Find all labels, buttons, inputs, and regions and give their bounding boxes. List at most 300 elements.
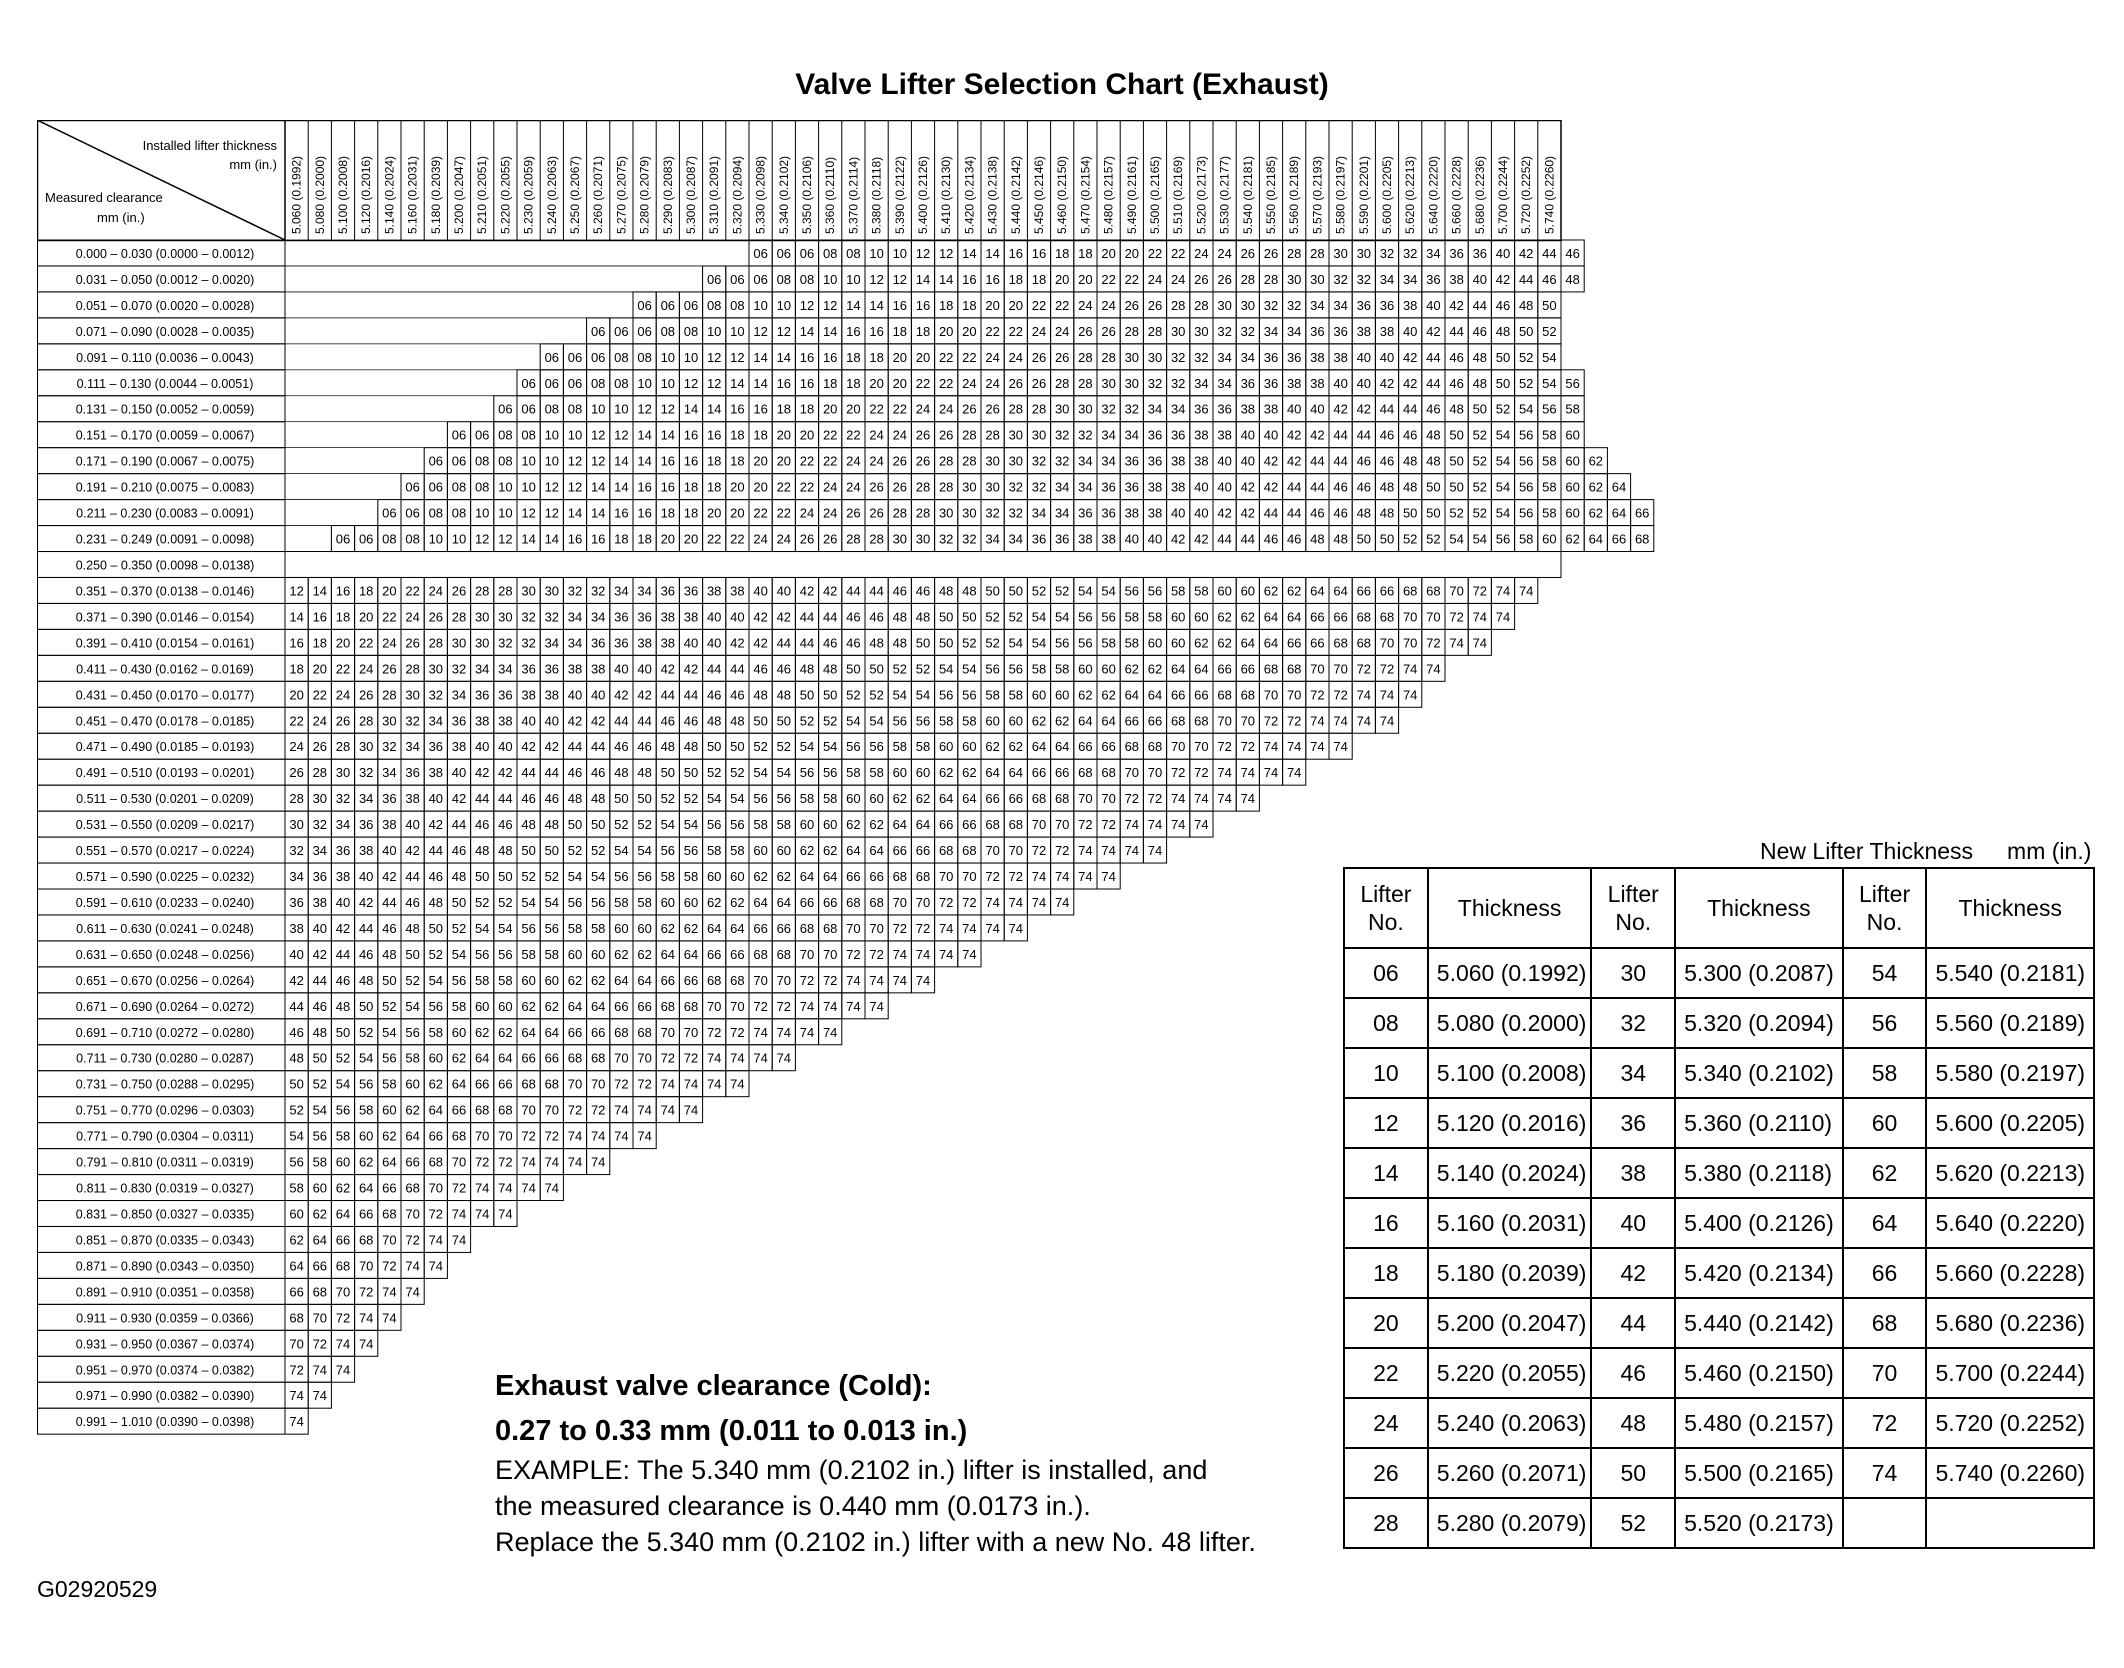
- lifter-number: 74: [1310, 713, 1325, 729]
- lifter-number: 10: [590, 401, 606, 417]
- lifter-number: 54: [312, 1102, 328, 1118]
- lifter-number: 58: [567, 920, 583, 936]
- lifter-number: 30: [428, 661, 444, 677]
- lifter-number: 18: [706, 453, 722, 469]
- installed-thickness-label: 5.680 (0.2236): [1472, 155, 1487, 234]
- lifter-number: 60: [1170, 609, 1186, 625]
- lifter-number: 06: [730, 271, 745, 287]
- lifter-number: 50: [1518, 323, 1534, 339]
- measured-clearance-label: 0.951 – 0.970 (0.0374 – 0.0382): [75, 1363, 255, 1378]
- lifter-number: 30: [962, 479, 977, 495]
- lifter-number: 22: [892, 401, 908, 417]
- lifter-no-cell: 72: [1843, 1398, 1927, 1448]
- installed-thickness-label: 5.280 (0.2079): [637, 155, 652, 234]
- lifter-number: 58: [892, 739, 908, 755]
- lifter-number: 58: [822, 791, 838, 807]
- lifter-number: 74: [1217, 791, 1232, 807]
- lifter-number: 46: [1356, 453, 1372, 469]
- lifter-number: 74: [776, 1050, 792, 1066]
- lifter-number: 70: [1263, 687, 1279, 703]
- lifter-number: 34: [1333, 297, 1348, 313]
- lifter-number: 72: [1194, 765, 1209, 781]
- lifter-number: 26: [1217, 271, 1232, 287]
- lifter-number: 52: [335, 1050, 351, 1066]
- lifter-number: 36: [335, 843, 351, 859]
- lifter-number: 74: [498, 1180, 513, 1196]
- lifter-number: 26: [428, 609, 444, 625]
- lifter-number: 40: [1170, 505, 1186, 521]
- lifter-number: 64: [730, 920, 745, 936]
- lifter-number: 66: [544, 1050, 560, 1066]
- lifter-number: 20: [382, 583, 397, 599]
- lifter-number: 28: [1286, 245, 1302, 261]
- lifter-number: 10: [498, 479, 513, 495]
- lifter-number: 16: [567, 531, 583, 547]
- lifter-number: 24: [405, 609, 420, 625]
- lifter-no-cell: 28: [1344, 1498, 1428, 1548]
- new-lifter-row: [1344, 1198, 2094, 1248]
- lifter-number: 14: [544, 531, 560, 547]
- lifter-number: 44: [451, 817, 467, 833]
- lifter-number: 36: [1263, 375, 1279, 391]
- lifter-number: 40: [753, 583, 768, 599]
- lifter-number: 42: [799, 583, 815, 599]
- lifter-number: 36: [405, 765, 420, 781]
- lifter-number: 24: [869, 453, 884, 469]
- lifter-number: 42: [1286, 453, 1302, 469]
- new-lifter-row: [1344, 1298, 2094, 1348]
- lifter-number: 48: [544, 817, 560, 833]
- lifter-number: 74: [1286, 765, 1302, 781]
- thickness-cell: 5.560 (0.2189): [1926, 998, 2094, 1048]
- lifter-number: 66: [776, 920, 792, 936]
- lifter-number: 10: [428, 531, 444, 547]
- lifter-number: 74: [637, 1128, 652, 1144]
- lifter-number: 08: [799, 271, 815, 287]
- lifter-number: 70: [590, 1076, 606, 1092]
- lifter-number: 28: [428, 635, 444, 651]
- lifter-number: 14: [730, 375, 745, 391]
- lifter-number: 48: [521, 817, 536, 833]
- spec-heading: Exhaust valve clearance (Cold):: [495, 1370, 932, 1402]
- lifter-number: 74: [1333, 739, 1348, 755]
- lifter-number: 74: [1426, 661, 1441, 677]
- lifter-number: 18: [822, 375, 838, 391]
- blank-area: [285, 292, 633, 318]
- measured-clearance-label: 0.551 – 0.570 (0.0217 – 0.0224): [75, 844, 255, 859]
- installed-thickness-label: 5.430 (0.2138): [985, 155, 1000, 234]
- lifter-number: 40: [474, 739, 490, 755]
- lifter-number: 70: [289, 1336, 304, 1352]
- new-lifter-row: [1344, 1448, 2094, 1498]
- lifter-number: 64: [1170, 661, 1186, 677]
- lifter-number: 38: [1147, 479, 1163, 495]
- lifter-number: 38: [1147, 505, 1163, 521]
- lifter-number: 58: [938, 713, 954, 729]
- lifter-number: 68: [1194, 713, 1209, 729]
- lifter-number: 30: [289, 817, 304, 833]
- lifter-number: 60: [869, 791, 884, 807]
- lifter-number: 68: [1240, 687, 1256, 703]
- lifter-number: 42: [544, 739, 560, 755]
- lifter-number: 72: [405, 1232, 420, 1248]
- thickness-cell: 5.300 (0.2087): [1675, 948, 1843, 998]
- lifter-number: 40: [289, 946, 304, 962]
- lifter-number: 74: [1263, 765, 1279, 781]
- lifter-number: 50: [544, 843, 560, 859]
- lifter-number: 24: [938, 401, 954, 417]
- lifter-number: 38: [660, 635, 676, 651]
- lifter-number: 36: [1333, 323, 1348, 339]
- lifter-number: 64: [1286, 609, 1302, 625]
- lifter-number: 62: [544, 998, 560, 1014]
- lifter-number: 34: [544, 635, 560, 651]
- lifter-number: 66: [474, 1076, 490, 1092]
- lifter-number: 22: [1031, 297, 1047, 313]
- lifter-number: 70: [428, 1180, 444, 1196]
- lifter-number: 52: [451, 920, 467, 936]
- lifter-number: 08: [730, 297, 745, 313]
- lifter-number: 66: [590, 1024, 606, 1040]
- lifter-number: 74: [1031, 869, 1047, 885]
- lifter-number: 20: [938, 323, 954, 339]
- lifter-number: 38: [1379, 323, 1395, 339]
- lifter-no-cell: 42: [1591, 1248, 1675, 1298]
- lifter-number: 18: [1031, 271, 1047, 287]
- installed-thickness-label: 5.620 (0.2213): [1403, 155, 1418, 234]
- lifter-number: 22: [776, 505, 792, 521]
- lifter-number: 66: [335, 1232, 351, 1248]
- lifter-number: 08: [521, 427, 536, 443]
- lifter-number: 24: [753, 531, 768, 547]
- header-thickness: Thickness: [1428, 868, 1592, 948]
- lifter-number: 58: [962, 713, 977, 729]
- lifter-number: 14: [938, 271, 954, 287]
- lifter-number: 68: [915, 869, 931, 885]
- lifter-number: 24: [846, 479, 861, 495]
- lifter-number: 54: [1031, 609, 1047, 625]
- lifter-number: 60: [1008, 713, 1024, 729]
- lifter-number: 26: [382, 661, 397, 677]
- lifter-number: 64: [544, 1024, 560, 1040]
- lifter-number: 38: [706, 583, 722, 599]
- lifter-number: 64: [521, 1024, 536, 1040]
- lifter-number: 08: [822, 245, 838, 261]
- measured-clearance-label: 0.171 – 0.190 (0.0067 – 0.0075): [75, 454, 255, 469]
- installed-thickness-label: 5.210 (0.2051): [475, 155, 490, 234]
- lifter-number: 44: [799, 609, 815, 625]
- measured-clearance-label: 0.411 – 0.430 (0.0162 – 0.0169): [76, 662, 254, 677]
- corner-installed-unit: mm (in.): [229, 157, 277, 172]
- lifter-number: 42: [312, 946, 328, 962]
- new-lifter-header-row: [1344, 868, 2094, 948]
- lifter-no-cell: 34: [1591, 1048, 1675, 1098]
- lifter-number: 18: [753, 427, 768, 443]
- lifter-number: 72: [915, 920, 931, 936]
- header-thickness: Thickness: [1675, 868, 1843, 948]
- lifter-number: 14: [637, 427, 652, 443]
- measured-clearance-label: 0.211 – 0.230 (0.0083 – 0.0091): [76, 506, 254, 521]
- lifter-number: 12: [869, 271, 884, 287]
- measured-clearance-label: 0.371 – 0.390 (0.0146 – 0.0154): [75, 610, 255, 625]
- lifter-number: 46: [405, 894, 420, 910]
- new-lifter-row: [1344, 1148, 2094, 1198]
- installed-thickness-label: 5.200 (0.2047): [452, 155, 466, 234]
- lifter-number: 28: [846, 531, 861, 547]
- measured-clearance-label: 0.511 – 0.530 (0.0201 – 0.0209): [76, 792, 254, 807]
- lifter-number: 26: [892, 453, 908, 469]
- lifter-number: 62: [799, 843, 815, 859]
- lifter-no-cell: 58: [1843, 1048, 1927, 1098]
- lifter-number: 30: [1333, 245, 1348, 261]
- lifter-number: 74: [312, 1362, 328, 1378]
- lifter-number: 30: [892, 531, 908, 547]
- lifter-number: 28: [892, 505, 908, 521]
- lifter-number: 62: [590, 972, 606, 988]
- lifter-number: 74: [985, 894, 1000, 910]
- installed-thickness-label: 5.390 (0.2122): [892, 155, 907, 234]
- lifter-number: 48: [915, 609, 931, 625]
- lifter-number: 10: [521, 479, 536, 495]
- lifter-number: 52: [1472, 453, 1488, 469]
- lifter-number: 06: [335, 531, 351, 547]
- lifter-number: 14: [312, 583, 328, 599]
- lifter-number: 64: [590, 998, 606, 1014]
- lifter-number: 18: [846, 349, 861, 365]
- lifter-number: 36: [1078, 505, 1093, 521]
- lifter-number: 54: [1449, 531, 1464, 547]
- lifter-number: 66: [753, 920, 768, 936]
- lifter-number: 42: [1170, 531, 1186, 547]
- lifter-number: 34: [474, 661, 490, 677]
- lifter-number: 10: [730, 323, 745, 339]
- lifter-number: 48: [474, 843, 490, 859]
- lifter-number: 48: [637, 765, 652, 781]
- lifter-number: 70: [915, 894, 931, 910]
- lifter-number: 50: [1449, 479, 1464, 495]
- lifter-number: 66: [1147, 713, 1163, 729]
- lifter-number: 48: [776, 687, 792, 703]
- lifter-number: 48: [451, 869, 467, 885]
- lifter-number: 16: [590, 531, 606, 547]
- lifter-number: 50: [637, 791, 652, 807]
- lifter-number: 54: [1495, 479, 1511, 495]
- lifter-number: 16: [730, 401, 745, 417]
- lifter-number: 38: [382, 817, 397, 833]
- lifter-number: 10: [846, 271, 861, 287]
- lifter-number: 06: [753, 271, 768, 287]
- lifter-number: 28: [1078, 349, 1093, 365]
- lifter-number: 34: [1147, 401, 1163, 417]
- measured-clearance-label: 0.831 – 0.850 (0.0327 – 0.0335): [75, 1207, 255, 1222]
- lifter-number: 74: [1170, 791, 1186, 807]
- lifter-no-cell: [1843, 1498, 1927, 1548]
- lifter-number: 44: [567, 739, 583, 755]
- lifter-number: 62: [753, 869, 768, 885]
- lifter-number: 34: [335, 817, 351, 833]
- lifter-number: 16: [799, 375, 815, 391]
- lifter-number: 24: [1008, 349, 1024, 365]
- installed-thickness-label: 5.370 (0.2114): [846, 156, 861, 234]
- lifter-number: 66: [1031, 765, 1047, 781]
- lifter-number: 66: [1078, 739, 1093, 755]
- lifter-number: 62: [567, 972, 583, 988]
- lifter-number: 48: [683, 739, 699, 755]
- lifter-number: 70: [938, 869, 954, 885]
- lifter-number: 34: [1217, 349, 1232, 365]
- lifter-number: 36: [428, 739, 444, 755]
- lifter-number: 68: [822, 920, 838, 936]
- lifter-number: 70: [822, 946, 838, 962]
- lifter-number: 16: [846, 323, 861, 339]
- lifter-number: 26: [962, 401, 977, 417]
- lifter-number: 64: [1240, 635, 1256, 651]
- lifter-number: 68: [1379, 609, 1395, 625]
- lifter-number: 36: [1356, 297, 1372, 313]
- lifter-number: 72: [1240, 739, 1256, 755]
- lifter-number: 20: [1101, 245, 1116, 261]
- lifter-number: 66: [428, 1128, 444, 1144]
- lifter-number: 36: [1240, 375, 1256, 391]
- lifter-number: 56: [1078, 635, 1093, 651]
- lifter-number: 28: [962, 427, 977, 443]
- lifter-number: 10: [683, 349, 699, 365]
- installed-thickness-label: 5.490 (0.2161): [1124, 155, 1139, 234]
- lifter-number: 52: [428, 946, 444, 962]
- lifter-number: 44: [289, 998, 304, 1014]
- lifter-no-cell: 48: [1591, 1398, 1675, 1448]
- measured-clearance-label: 0.991 – 1.010 (0.0390 – 0.0398): [75, 1415, 255, 1430]
- lifter-number: 32: [498, 635, 513, 651]
- lifter-number: 06: [405, 505, 420, 521]
- lifter-number: 40: [776, 583, 792, 599]
- lifter-number: 08: [706, 297, 722, 313]
- lifter-number: 14: [776, 349, 792, 365]
- lifter-number: 44: [637, 713, 652, 729]
- lifter-number: 38: [289, 920, 304, 936]
- lifter-number: 54: [521, 894, 536, 910]
- thickness-cell: 5.580 (0.2197): [1926, 1048, 2094, 1098]
- lifter-number: 36: [451, 713, 467, 729]
- lifter-number: 52: [683, 791, 699, 807]
- corner-installed-label: Installed lifter thickness: [142, 138, 277, 153]
- lifter-number: 36: [1101, 479, 1116, 495]
- lifter-number: 74: [869, 972, 884, 988]
- lifter-number: 38: [358, 843, 374, 859]
- lifter-number: 74: [822, 998, 838, 1014]
- lifter-number: 42: [683, 661, 699, 677]
- lifter-number: 24: [1054, 323, 1070, 339]
- installed-thickness-label: 5.340 (0.2102): [776, 155, 791, 234]
- installed-thickness-label: 5.290 (0.2083): [660, 155, 675, 234]
- lifter-number: 32: [312, 817, 328, 833]
- lifter-number: 14: [985, 245, 1000, 261]
- lifter-number: 20: [730, 479, 745, 495]
- lifter-number: 42: [1263, 453, 1279, 469]
- lifter-number: 50: [1008, 583, 1024, 599]
- lifter-number: 42: [1449, 297, 1464, 313]
- lifter-number: 72: [544, 1128, 560, 1144]
- lifter-number: 30: [474, 635, 490, 651]
- lifter-number: 22: [358, 635, 374, 651]
- lifter-number: 62: [1217, 609, 1232, 625]
- lifter-number: 26: [405, 635, 420, 651]
- lifter-number: 74: [358, 1336, 374, 1352]
- lifter-number: 46: [892, 583, 908, 599]
- lifter-number: 62: [1286, 583, 1302, 599]
- lifter-number: 72: [428, 1206, 444, 1222]
- lifter-number: 66: [637, 998, 652, 1014]
- lifter-no-cell: 18: [1344, 1248, 1428, 1298]
- lifter-number: 26: [915, 427, 931, 443]
- lifter-number: 52: [1449, 505, 1464, 521]
- lifter-number: 72: [683, 1050, 699, 1066]
- lifter-number: 72: [1031, 843, 1047, 859]
- lifter-number: 58: [1542, 479, 1557, 495]
- lifter-number: 16: [637, 505, 652, 521]
- lifter-number: 34: [1286, 323, 1302, 339]
- lifter-number: 60: [962, 739, 977, 755]
- lifter-number: 74: [869, 998, 884, 1014]
- lifter-number: 38: [637, 635, 652, 651]
- thickness-cell: 5.140 (0.2024): [1428, 1148, 1592, 1198]
- lifter-number: 46: [1449, 349, 1464, 365]
- installed-thickness-label: 5.060 (0.1992): [289, 155, 304, 234]
- lifter-number: 40: [544, 713, 560, 729]
- lifter-number: 74: [1472, 609, 1488, 625]
- thickness-cell: 5.160 (0.2031): [1428, 1198, 1592, 1248]
- lifter-number: 50: [869, 661, 884, 677]
- lifter-number: 40: [1147, 531, 1163, 547]
- lifter-number: 56: [1542, 401, 1557, 417]
- lifter-number: 30: [985, 453, 1000, 469]
- lifter-number: 14: [521, 531, 536, 547]
- lifter-number: 46: [846, 635, 861, 651]
- lifter-number: 44: [1402, 401, 1418, 417]
- lifter-number: 42: [614, 687, 629, 703]
- lifter-number: 32: [1008, 479, 1024, 495]
- lifter-number: 38: [544, 687, 560, 703]
- lifter-number: 22: [1054, 297, 1070, 313]
- lifter-number: 70: [683, 1024, 699, 1040]
- lifter-number: 16: [312, 609, 328, 625]
- lifter-number: 18: [660, 505, 676, 521]
- lifter-number: 18: [892, 323, 908, 339]
- lifter-number: 64: [405, 1128, 420, 1144]
- lifter-number: 30: [1240, 297, 1256, 313]
- lifter-number: 56: [1124, 583, 1140, 599]
- empty-band: [285, 552, 1561, 578]
- lifter-number: 68: [1147, 739, 1163, 755]
- lifter-number: 32: [1147, 375, 1163, 391]
- lifter-number: 46: [1542, 271, 1557, 287]
- lifter-number: 72: [730, 1024, 745, 1040]
- lifter-number: 48: [1310, 531, 1325, 547]
- lifter-number: 64: [822, 869, 838, 885]
- lifter-number: 62: [915, 791, 931, 807]
- lifter-number: 70: [405, 1206, 420, 1222]
- lifter-number: 56: [590, 894, 606, 910]
- lifter-number: 28: [1263, 271, 1279, 287]
- lifter-number: 30: [1356, 245, 1372, 261]
- lifter-number: 48: [938, 583, 954, 599]
- lifter-number: 08: [683, 323, 699, 339]
- lifter-number: 58: [1518, 531, 1534, 547]
- lifter-number: 40: [1194, 479, 1209, 495]
- lifter-number: 28: [938, 453, 954, 469]
- thickness-cell: 5.060 (0.1992): [1428, 948, 1592, 998]
- lifter-number: 62: [451, 1050, 467, 1066]
